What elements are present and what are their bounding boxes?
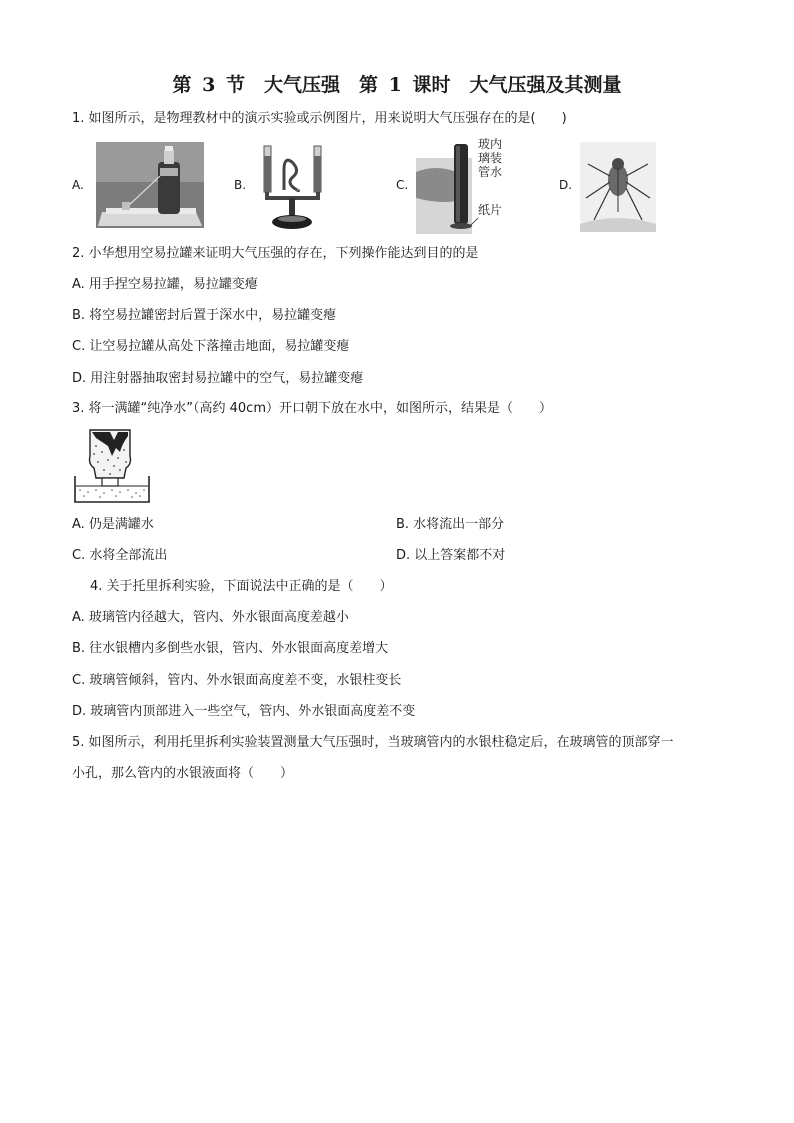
bottle-tray-image [96,142,204,228]
q2-option-a: A. 用手捏空易拉罐，易拉罐变瘪 [72,277,258,292]
q1-figure-c [416,136,516,236]
q5-stem-line1: 5. 如图所示，利用托里拆利实验装置测量大气压强时，当玻璃管内的水银柱稳定后，在玻璃管的顶部穿一 [72,735,674,750]
q3-figure [74,426,150,506]
inverted-tube-paper-image [416,136,516,236]
q1-option-b-label: B. [234,178,247,192]
q1-figure-b [254,142,334,232]
q4-option-c: C. 玻璃管倾斜，管内、外水银面高度差不变，水银柱变长 [72,673,402,688]
q4-option-a: A. 玻璃管内径越大，管内、外水银面高度差越小 [72,610,349,625]
q5-stem-line2: 小孔，那么管内的水银液面将（ ） [72,766,294,781]
q2-option-d: D. 用注射器抽取密封易拉罐中的空气，易拉罐变瘪 [72,371,364,386]
q3-option-d: D. 以上答案都不对 [396,548,506,563]
q2-stem: 2. 小华想用空易拉罐来证明大气压强的存在，下列操作能达到目的的是 [72,246,479,261]
q1-figure-a [96,142,204,228]
figure-c-label-4: 纸片 [478,203,503,217]
figure-c-label-3: 管水 [478,165,503,179]
q3-option-c: C. 水将全部流出 [72,548,168,563]
mosquito-image [580,142,656,232]
q2-option-b: B. 将空易拉罐密封后置于深水中，易拉罐变瘪 [72,308,337,323]
figure-c-label-2: 璃装 [478,151,503,165]
q3-stem: 3. 将一满罐“纯净水”（高约 40cm）开口朝下放在水中，如图所示，结果是（ ） [72,401,552,416]
q1-stem: 1. 如图所示，是物理教材中的演示实验或示例图片，用来说明大气压强存在的是( ) [72,111,567,126]
q2-option-c: C. 让空易拉罐从高处下落撞击地面，易拉罐变瘪 [72,339,350,354]
inverted-jar-in-water-image [74,426,150,506]
q1-figure-d [580,142,656,232]
q1-option-c-label: C. [396,178,409,192]
q1-option-a-label: A. [72,178,84,192]
figure-c-label-1: 玻内 [478,137,503,151]
connected-vessels-image [254,142,334,232]
q3-option-b: B. 水将流出一部分 [396,517,505,532]
q1-option-d-label: D. [559,178,573,192]
q3-option-a: A. 仍是满罐水 [72,517,154,532]
q4-option-b: B. 往水银槽内多倒些水银，管内、外水银面高度差增大 [72,641,389,656]
page-title: 第 3 节 大气压强 第 1 课时 大气压强及其测量 [172,74,622,96]
q4-stem: 4. 关于托里拆利实验，下面说法中正确的是（ ） [90,579,393,594]
q4-option-d: D. 玻璃管内顶部进入一些空气，管内、外水银面高度差不变 [72,704,416,719]
